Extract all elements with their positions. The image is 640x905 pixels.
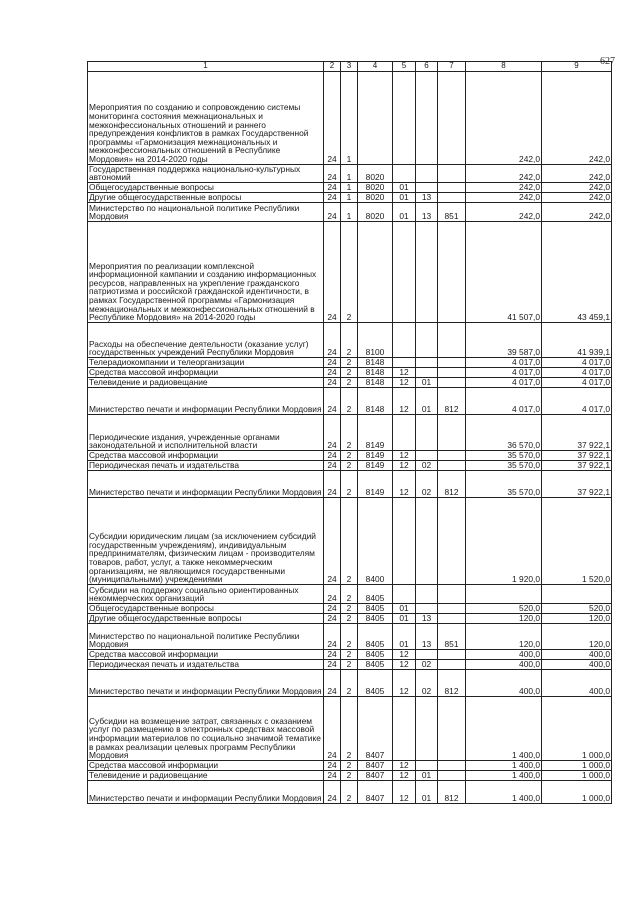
amount-cell: 39 587,0 [466, 322, 542, 357]
code-cell: 2 [341, 669, 358, 696]
code-cell: 2 [341, 780, 358, 803]
code-cell: 812 [438, 387, 466, 414]
code-cell: 8405 [358, 649, 393, 659]
code-cell: 12 [393, 669, 416, 696]
amount-cell: 120,0 [542, 613, 612, 623]
code-cell: 24 [324, 387, 341, 414]
table-row [88, 182, 612, 192]
code-cell: 12 [393, 760, 416, 770]
code-cell: 13 [416, 613, 438, 623]
code-cell: 8148 [358, 377, 393, 387]
row-name-cell: Другие общегосударственные вопросы [88, 613, 324, 623]
code-cell [438, 192, 466, 202]
code-cell: 1 [341, 202, 358, 221]
code-cell: 24 [324, 780, 341, 803]
code-cell: 12 [393, 387, 416, 414]
amount-cell: 242,0 [542, 71, 612, 164]
code-cell: 8405 [358, 613, 393, 623]
row-name-cell: Министерство печати и информации Республики Мордовия [88, 387, 324, 414]
code-cell: 24 [324, 584, 341, 603]
code-cell: 02 [416, 659, 438, 669]
code-cell [438, 450, 466, 460]
code-cell: 24 [324, 221, 341, 322]
code-cell [393, 71, 416, 164]
code-cell: 01 [393, 192, 416, 202]
code-cell: 24 [324, 659, 341, 669]
code-cell: 1 [341, 71, 358, 164]
code-cell: 01 [393, 603, 416, 613]
code-cell: 8405 [358, 623, 393, 649]
column-header: 5 [393, 62, 416, 72]
amount-cell: 1 000,0 [542, 696, 612, 760]
amount-cell: 1 400,0 [466, 696, 542, 760]
code-cell: 24 [324, 322, 341, 357]
amount-cell: 1 000,0 [542, 780, 612, 803]
code-cell: 01 [393, 182, 416, 192]
column-header: 9 [542, 62, 612, 72]
code-cell: 2 [341, 613, 358, 623]
code-cell [416, 603, 438, 613]
code-cell: 2 [341, 221, 358, 322]
code-cell [438, 182, 466, 192]
code-cell [438, 322, 466, 357]
code-cell [393, 414, 416, 450]
column-header: 6 [416, 62, 438, 72]
table-row [88, 460, 612, 470]
code-cell: 8407 [358, 780, 393, 803]
row-name-cell: Периодическая печать и издательства [88, 460, 324, 470]
row-name-cell: Министерство по национальной политике Республики Мордовия [88, 202, 324, 221]
code-cell: 8405 [358, 584, 393, 603]
code-cell [438, 367, 466, 377]
code-cell [438, 613, 466, 623]
code-cell [393, 221, 416, 322]
code-cell [416, 182, 438, 192]
code-cell [416, 221, 438, 322]
table-row [88, 357, 612, 367]
code-cell: 2 [341, 497, 358, 584]
amount-cell: 400,0 [466, 659, 542, 669]
amount-cell: 120,0 [466, 613, 542, 623]
amount-cell: 1 400,0 [466, 780, 542, 803]
code-cell [438, 584, 466, 603]
amount-cell: 120,0 [466, 623, 542, 649]
table-row [88, 414, 612, 450]
code-cell: 01 [416, 377, 438, 387]
code-cell: 24 [324, 202, 341, 221]
row-name-cell: Министерство по национальной политике Республики Мордовия [88, 623, 324, 649]
code-cell: 8149 [358, 414, 393, 450]
code-cell: 24 [324, 649, 341, 659]
column-header: 7 [438, 62, 466, 72]
code-cell: 02 [416, 460, 438, 470]
code-cell [438, 164, 466, 182]
code-cell: 2 [341, 377, 358, 387]
code-cell: 2 [341, 470, 358, 497]
table-row [88, 450, 612, 460]
code-cell: 24 [324, 613, 341, 623]
code-cell: 812 [438, 669, 466, 696]
amount-cell: 400,0 [542, 659, 612, 669]
amount-cell: 1 000,0 [542, 760, 612, 770]
code-cell [358, 221, 393, 322]
amount-cell: 37 922,1 [542, 460, 612, 470]
row-name-cell: Средства массовой информации [88, 760, 324, 770]
amount-cell: 37 922,1 [542, 470, 612, 497]
table-row [88, 367, 612, 377]
table-row [88, 649, 612, 659]
code-cell: 12 [393, 649, 416, 659]
code-cell: 12 [393, 367, 416, 377]
code-cell [438, 659, 466, 669]
amount-cell: 1 400,0 [466, 770, 542, 780]
code-cell: 02 [416, 470, 438, 497]
amount-cell: 400,0 [466, 669, 542, 696]
amount-cell: 43 459,1 [542, 221, 612, 322]
amount-cell: 242,0 [542, 202, 612, 221]
table-row [88, 470, 612, 497]
code-cell: 812 [438, 780, 466, 803]
row-name-cell: Телевидение и радиовещание [88, 377, 324, 387]
code-cell: 01 [416, 770, 438, 780]
code-cell [438, 71, 466, 164]
row-name-cell: Государственная поддержка национально-культурных автономий [88, 164, 324, 182]
amount-cell: 35 570,0 [466, 470, 542, 497]
code-cell: 13 [416, 202, 438, 221]
table-row [88, 669, 612, 696]
code-cell: 24 [324, 770, 341, 780]
code-cell: 2 [341, 322, 358, 357]
table-row [88, 377, 612, 387]
code-cell [393, 357, 416, 367]
code-cell: 2 [341, 460, 358, 470]
amount-cell: 400,0 [542, 649, 612, 659]
code-cell: 24 [324, 71, 341, 164]
row-name-cell: Мероприятия по созданию и сопровождению системы мониторинга состояния межнациональных и межконфессиональных отношений и раннего предупреждения конфликтов в рамках Государственной программы «Гармонизация межнациональных и межконфессиональных отношений в Республике Мордовия» на 2014-2020 годы [88, 71, 324, 164]
amount-cell: 4 017,0 [542, 377, 612, 387]
code-cell: 01 [393, 202, 416, 221]
table-row [88, 780, 612, 803]
code-cell [438, 497, 466, 584]
amount-cell: 1 000,0 [542, 770, 612, 780]
code-cell: 24 [324, 414, 341, 450]
code-cell: 24 [324, 669, 341, 696]
code-cell: 2 [341, 387, 358, 414]
column-header: 4 [358, 62, 393, 72]
table-row [88, 770, 612, 780]
code-cell [416, 696, 438, 760]
amount-cell: 41 507,0 [466, 221, 542, 322]
code-cell: 2 [341, 659, 358, 669]
amount-cell: 37 922,1 [542, 450, 612, 460]
code-cell: 1 [341, 182, 358, 192]
code-cell: 851 [438, 202, 466, 221]
amount-cell: 242,0 [542, 164, 612, 182]
amount-cell: 242,0 [542, 192, 612, 202]
code-cell: 12 [393, 780, 416, 803]
table-row [88, 603, 612, 613]
amount-cell: 37 922,1 [542, 414, 612, 450]
code-cell [416, 322, 438, 357]
table-row [88, 696, 612, 760]
amount-cell: 35 570,0 [466, 460, 542, 470]
code-cell: 2 [341, 760, 358, 770]
code-cell: 24 [324, 696, 341, 760]
amount-cell: 242,0 [466, 164, 542, 182]
code-cell: 24 [324, 623, 341, 649]
code-cell: 12 [393, 460, 416, 470]
table-row [88, 623, 612, 649]
code-cell: 24 [324, 182, 341, 192]
code-cell: 24 [324, 377, 341, 387]
column-header: 8 [466, 62, 542, 72]
amount-cell: 400,0 [542, 669, 612, 696]
code-cell: 24 [324, 450, 341, 460]
code-cell: 01 [416, 780, 438, 803]
code-cell: 812 [438, 470, 466, 497]
code-cell: 1 [341, 164, 358, 182]
code-cell: 24 [324, 497, 341, 584]
table-row [88, 387, 612, 414]
code-cell [416, 584, 438, 603]
code-cell: 2 [341, 623, 358, 649]
row-name-cell: Общегосударственные вопросы [88, 603, 324, 613]
row-name-cell: Общегосударственные вопросы [88, 182, 324, 192]
table-row [88, 613, 612, 623]
code-cell: 2 [341, 450, 358, 460]
table-row [88, 202, 612, 221]
code-cell: 8149 [358, 460, 393, 470]
code-cell: 24 [324, 760, 341, 770]
amount-cell: 242,0 [466, 182, 542, 192]
column-header: 2 [324, 62, 341, 72]
code-cell: 8020 [358, 202, 393, 221]
code-cell: 2 [341, 357, 358, 367]
code-cell: 01 [393, 613, 416, 623]
row-name-cell: Министерство печати и информации Республики Мордовия [88, 669, 324, 696]
code-cell: 12 [393, 659, 416, 669]
row-name-cell: Субсидии на поддержку социально ориентированных некоммерческих организаций [88, 584, 324, 603]
code-cell [416, 164, 438, 182]
code-cell [438, 770, 466, 780]
amount-cell: 41 939,1 [542, 322, 612, 357]
code-cell: 2 [341, 770, 358, 780]
row-name-cell: Субсидии юридическим лицам (за исключением субсидий государственным учреждениям), индивидуальным предпринимателям, физическим лицам - производителям товаров, работ, услуг, а также некоммерческим организациям, не являющимся государственными (муниципальными) учреждениями [88, 497, 324, 584]
code-cell [438, 460, 466, 470]
row-name-cell: Периодическая печать и издательства [88, 659, 324, 669]
code-cell [438, 414, 466, 450]
row-name-cell: Периодические издания, учрежденные органами законодательной и исполнительной власти [88, 414, 324, 450]
amount-cell: 520,0 [466, 603, 542, 613]
code-cell [416, 71, 438, 164]
column-header: 3 [341, 62, 358, 72]
row-name-cell: Субсидии на возмещение затрат, связанных с оказанием услуг по размещению в электронных средствах массовой информации материалов по социально значимой тематике в рамках реализации целевых программ Республики Мордовия [88, 696, 324, 760]
code-cell [438, 649, 466, 659]
table-row [88, 659, 612, 669]
column-header: 1 [88, 62, 324, 72]
amount-cell: 4 017,0 [466, 387, 542, 414]
code-cell: 01 [416, 387, 438, 414]
code-cell: 2 [341, 584, 358, 603]
table-row [88, 221, 612, 322]
code-cell: 24 [324, 460, 341, 470]
amount-cell: 4 017,0 [466, 377, 542, 387]
amount-cell: 4 017,0 [466, 367, 542, 377]
amount-cell: 242,0 [466, 192, 542, 202]
column-number-row [88, 62, 612, 72]
code-cell: 8020 [358, 192, 393, 202]
code-cell: 8020 [358, 182, 393, 192]
code-cell: 02 [416, 669, 438, 696]
code-cell: 12 [393, 450, 416, 460]
amount-cell: 35 570,0 [466, 450, 542, 460]
row-name-cell: Телевидение и радиовещание [88, 770, 324, 780]
table-row [88, 760, 612, 770]
amount-cell: 1 920,0 [466, 497, 542, 584]
page-number: 627 [600, 56, 615, 67]
code-cell: 8149 [358, 470, 393, 497]
amount-cell: 4 017,0 [542, 367, 612, 377]
code-cell: 8407 [358, 696, 393, 760]
code-cell [438, 357, 466, 367]
code-cell: 8148 [358, 367, 393, 377]
amount-cell: 36 570,0 [466, 414, 542, 450]
code-cell: 13 [416, 623, 438, 649]
code-cell: 2 [341, 414, 358, 450]
amount-cell [542, 584, 612, 603]
code-cell [393, 584, 416, 603]
budget-table [87, 61, 612, 804]
code-cell [358, 71, 393, 164]
row-name-cell: Средства массовой информации [88, 450, 324, 460]
code-cell: 2 [341, 649, 358, 659]
code-cell: 8149 [358, 450, 393, 460]
amount-cell: 4 017,0 [542, 357, 612, 367]
code-cell: 24 [324, 192, 341, 202]
code-cell: 8405 [358, 659, 393, 669]
amount-cell [466, 584, 542, 603]
code-cell: 8020 [358, 164, 393, 182]
code-cell [438, 603, 466, 613]
code-cell: 13 [416, 192, 438, 202]
table-row [88, 71, 612, 164]
amount-cell: 1 520,0 [542, 497, 612, 584]
amount-cell: 242,0 [542, 182, 612, 192]
row-name-cell: Телерадиокомпании и телеорганизации [88, 357, 324, 367]
code-cell [416, 357, 438, 367]
table-row [88, 164, 612, 182]
code-cell: 8148 [358, 387, 393, 414]
code-cell [393, 164, 416, 182]
code-cell: 8405 [358, 669, 393, 696]
row-name-cell: Мероприятия по реализации комплексной информационной кампании и созданию информационных ресурсов, направленных на укрепление гражданского патриотизма и российской гражданской идентичности, в рамках Государственной программы «Гармонизация межнациональных и межконфессиональных отношений в Республике Мордовия» на 2014-2020 годы [88, 221, 324, 322]
code-cell: 2 [341, 696, 358, 760]
table-row [88, 192, 612, 202]
code-cell: 24 [324, 603, 341, 613]
code-cell: 24 [324, 164, 341, 182]
code-cell [438, 221, 466, 322]
table-row [88, 584, 612, 603]
code-cell [416, 367, 438, 377]
code-cell: 1 [341, 192, 358, 202]
code-cell: 8407 [358, 760, 393, 770]
code-cell: 24 [324, 357, 341, 367]
code-cell: 01 [393, 623, 416, 649]
code-cell: 12 [393, 470, 416, 497]
code-cell: 12 [393, 377, 416, 387]
table-row [88, 497, 612, 584]
row-name-cell: Министерство печати и информации Республики Мордовия [88, 780, 324, 803]
code-cell [438, 760, 466, 770]
code-cell: 24 [324, 470, 341, 497]
code-cell [416, 414, 438, 450]
row-name-cell: Расходы на обеспечение деятельности (оказание услуг) государственных учреждений Республики Мордовия [88, 322, 324, 357]
code-cell [438, 696, 466, 760]
code-cell: 8400 [358, 497, 393, 584]
code-cell [416, 649, 438, 659]
row-name-cell: Средства массовой информации [88, 649, 324, 659]
code-cell: 8100 [358, 322, 393, 357]
code-cell [393, 696, 416, 760]
code-cell: 8405 [358, 603, 393, 613]
code-cell [393, 322, 416, 357]
code-cell: 851 [438, 623, 466, 649]
amount-cell: 520,0 [542, 603, 612, 613]
code-cell: 12 [393, 770, 416, 780]
code-cell [416, 760, 438, 770]
table-row [88, 322, 612, 357]
code-cell: 2 [341, 367, 358, 377]
amount-cell: 1 400,0 [466, 760, 542, 770]
amount-cell: 4 017,0 [542, 387, 612, 414]
row-name-cell: Другие общегосударственные вопросы [88, 192, 324, 202]
row-name-cell: Министерство печати и информации Республики Мордовия [88, 470, 324, 497]
code-cell [416, 450, 438, 460]
amount-cell: 242,0 [466, 71, 542, 164]
code-cell [438, 377, 466, 387]
code-cell: 2 [341, 603, 358, 613]
amount-cell: 4 017,0 [466, 357, 542, 367]
code-cell [393, 497, 416, 584]
amount-cell: 242,0 [466, 202, 542, 221]
code-cell: 8407 [358, 770, 393, 780]
code-cell: 24 [324, 367, 341, 377]
amount-cell: 400,0 [466, 649, 542, 659]
row-name-cell: Средства массовой информации [88, 367, 324, 377]
code-cell: 8148 [358, 357, 393, 367]
code-cell [416, 497, 438, 584]
amount-cell: 120,0 [542, 623, 612, 649]
